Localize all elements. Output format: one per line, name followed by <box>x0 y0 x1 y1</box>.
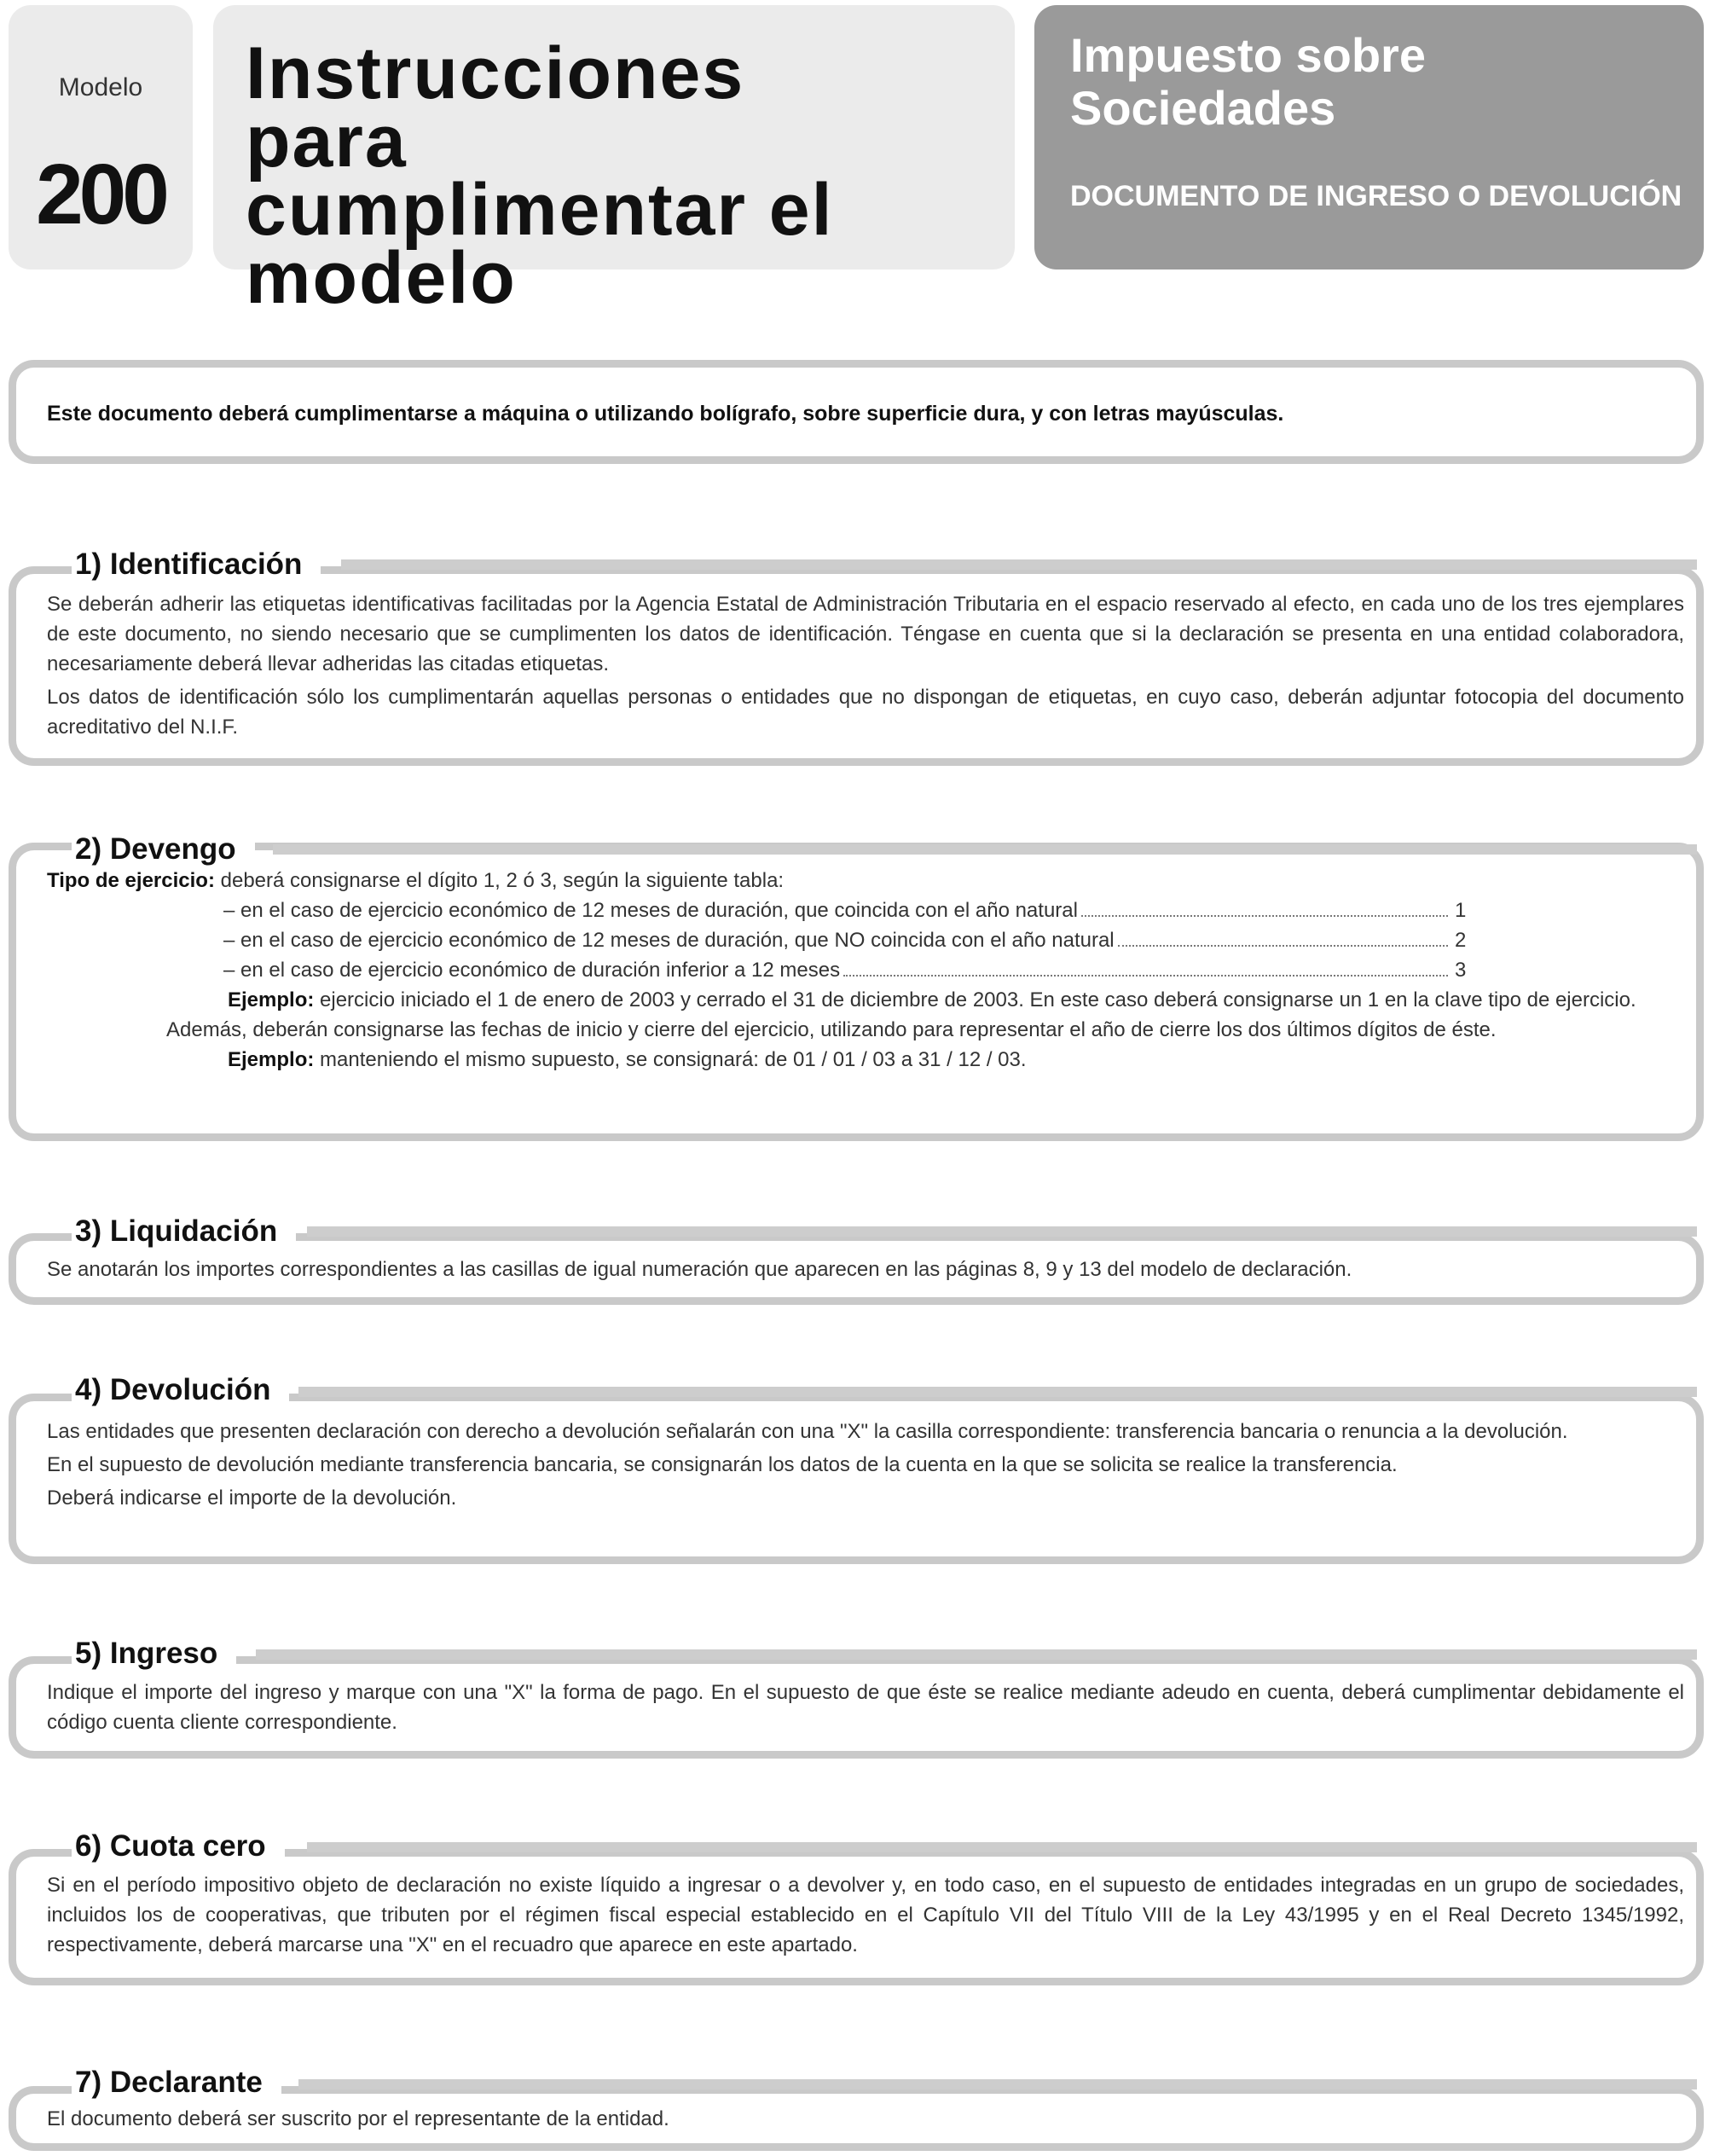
section-paragraph: El documento deberá ser suscrito por el representante de la entidad. <box>47 2107 669 2130</box>
dot-leader <box>843 975 1448 977</box>
tipo-row-desc: – en el caso de ejercicio económico de duración inferior a 12 meses <box>223 959 841 982</box>
ejemplo-label: Ejemplo: <box>228 1048 315 1071</box>
dot-leader <box>1118 945 1448 947</box>
notice-box <box>9 360 1704 464</box>
section-body <box>47 1870 1684 1960</box>
section-paragraph: Se deberán adherir las etiquetas identificativas facilitadas por la Agencia Estatal de Administración Tributaria en el espacio reservado al efecto, en cada uno de los tres ejemplares de este documento, no siendo necesario que se cumplimenten los datos de identificación. Téngase en cuenta que si la declaración se presenta en una entidad colaboradora, necesariamente deberá llevar adheridas las citadas etiquetas. <box>47 593 1684 675</box>
notice-text: Este documento deberá cumplimentarse a máquina o utilizando bolígrafo, sobre superficie dura, y con letras mayúsculas. <box>47 402 1284 426</box>
section-title: 1) Identificación <box>72 546 321 583</box>
section-paragraph: Indique el importe del ingreso y marque con una "X" la forma de pago. En el supuesto de que éste se realice mediante adeudo en cuenta, deberá cumplimentar debidamente el código cuenta cliente correspondiente. <box>47 1681 1684 1734</box>
section-title: 7) Declarante <box>72 2064 281 2101</box>
section-paragraph: Las entidades que presenten declaración con derecho a devolución señalarán con una "X" la casilla correspondiente: transferencia bancaria o renuncia a la devolución. <box>47 1420 1568 1443</box>
section-tab-bar <box>298 1387 1697 1397</box>
tipo-label: Tipo de ejercicio: <box>47 869 215 892</box>
section-tab-bar <box>273 844 1697 855</box>
section-body <box>47 1678 1684 1737</box>
ejemplo-text: ejercicio iniciado el 1 de enero de 2003 y cerrado el 31 de diciembre de 2003. En este caso deberá consignarse un 1 en la clave tipo de ejercicio. <box>320 988 1636 1011</box>
tax-name: Impuesto sobre Sociedades <box>1070 28 1426 135</box>
tipo-line <box>47 866 1684 895</box>
ejemplo-label: Ejemplo: <box>228 988 315 1011</box>
dot-leader <box>1081 915 1448 917</box>
section-tab-bar <box>307 1226 1697 1237</box>
ademas-line: Además, deberán consignarse las fechas de inicio y cierre del ejercicio, utilizando para representar el año de cierre los dos últimos dígitos de éste. <box>166 1018 1497 1041</box>
tipo-row-value: 2 <box>1455 929 1467 952</box>
section-tab-bar <box>298 2079 1697 2089</box>
section-ingreso <box>9 1656 1704 1759</box>
tipo-row-value: 3 <box>1455 959 1467 982</box>
model-badge <box>9 5 193 270</box>
section-tab-bar <box>256 1649 1697 1660</box>
tipo-row <box>223 925 1485 955</box>
tipo-row <box>223 955 1485 985</box>
model-label: Modelo <box>58 73 143 101</box>
section-paragraph: Deberá indicarse el importe de la devolución. <box>47 1487 457 1510</box>
tipo-row-desc: – en el caso de ejercicio económico de 12 meses de duración, que NO coincida con el año natural <box>223 929 1115 952</box>
section-title: 3) Liquidación <box>72 1213 296 1250</box>
tipo-row-value: 1 <box>1455 899 1467 922</box>
tax-panel <box>1034 5 1704 270</box>
section-identificacion <box>9 566 1704 766</box>
section-paragraph: Los datos de identificación sólo los cumplimentarán aquellas personas o entidades que no dispongan de etiquetas, en cuyo caso, deberán adjuntar fotocopia del documento acreditativo del N.I.F. <box>47 686 1684 739</box>
section-tab-bar <box>341 559 1697 570</box>
section-body <box>47 1255 1684 1284</box>
section-devengo <box>9 843 1704 1141</box>
tipo-table <box>223 895 1485 985</box>
tipo-row <box>223 895 1485 925</box>
page-title: Instrucciones para cumplimentar el modelo <box>246 32 834 319</box>
section-body <box>47 2104 1684 2134</box>
section-paragraph: En el supuesto de devolución mediante transferencia bancaria, se consignarán los datos de la cuenta en la que se solicita se realice la transferencia. <box>47 1453 1398 1476</box>
ejemplo-line <box>228 1045 1684 1075</box>
section-title: 2) Devengo <box>72 831 255 868</box>
section-tab-bar <box>307 1842 1697 1852</box>
section-cuota-cero <box>9 1849 1704 1985</box>
section-paragraph: Si en el período impositivo objeto de declaración no existe líquido a ingresar o a devolver y, en todo caso, en el supuesto de entidades integradas en un grupo de sociedades, incluidos los de cooperativas, que tributen por el régimen fiscal especial establecido en el Capítulo VII del Título VIII de la Ley 43/1995 y en el Real Decreto 1345/1992, respectivamente, deberá marcarse una "X" en el recuadro que aparece en este apartado. <box>47 1874 1684 1956</box>
section-body <box>47 589 1684 742</box>
ejemplo-line <box>228 985 1684 1015</box>
section-title: 5) Ingreso <box>72 1635 236 1672</box>
model-number: 200 <box>36 147 165 242</box>
tipo-text: deberá consignarse el dígito 1, 2 ó 3, según la siguiente tabla: <box>220 869 785 892</box>
document-type: DOCUMENTO DE INGRESO O DEVOLUCIÓN <box>1070 180 1682 212</box>
section-body <box>47 866 1684 1075</box>
ejemplo-text: manteniendo el mismo supuesto, se consignará: de 01 / 01 / 03 a 31 / 12 / 03. <box>320 1048 1027 1071</box>
title-panel <box>213 5 1015 319</box>
section-paragraph: Se anotarán los importes correspondientes a las casillas de igual numeración que aparecen en las páginas 8, 9 y 13 del modelo de declaración. <box>47 1258 1352 1281</box>
section-body <box>47 1417 1684 1513</box>
section-devolucion <box>9 1394 1704 1564</box>
section-title: 4) Devolución <box>72 1371 289 1409</box>
section-title: 6) Cuota cero <box>72 1828 285 1865</box>
tipo-row-desc: – en el caso de ejercicio económico de 12 meses de duración, que coincida con el año natural <box>223 899 1078 922</box>
